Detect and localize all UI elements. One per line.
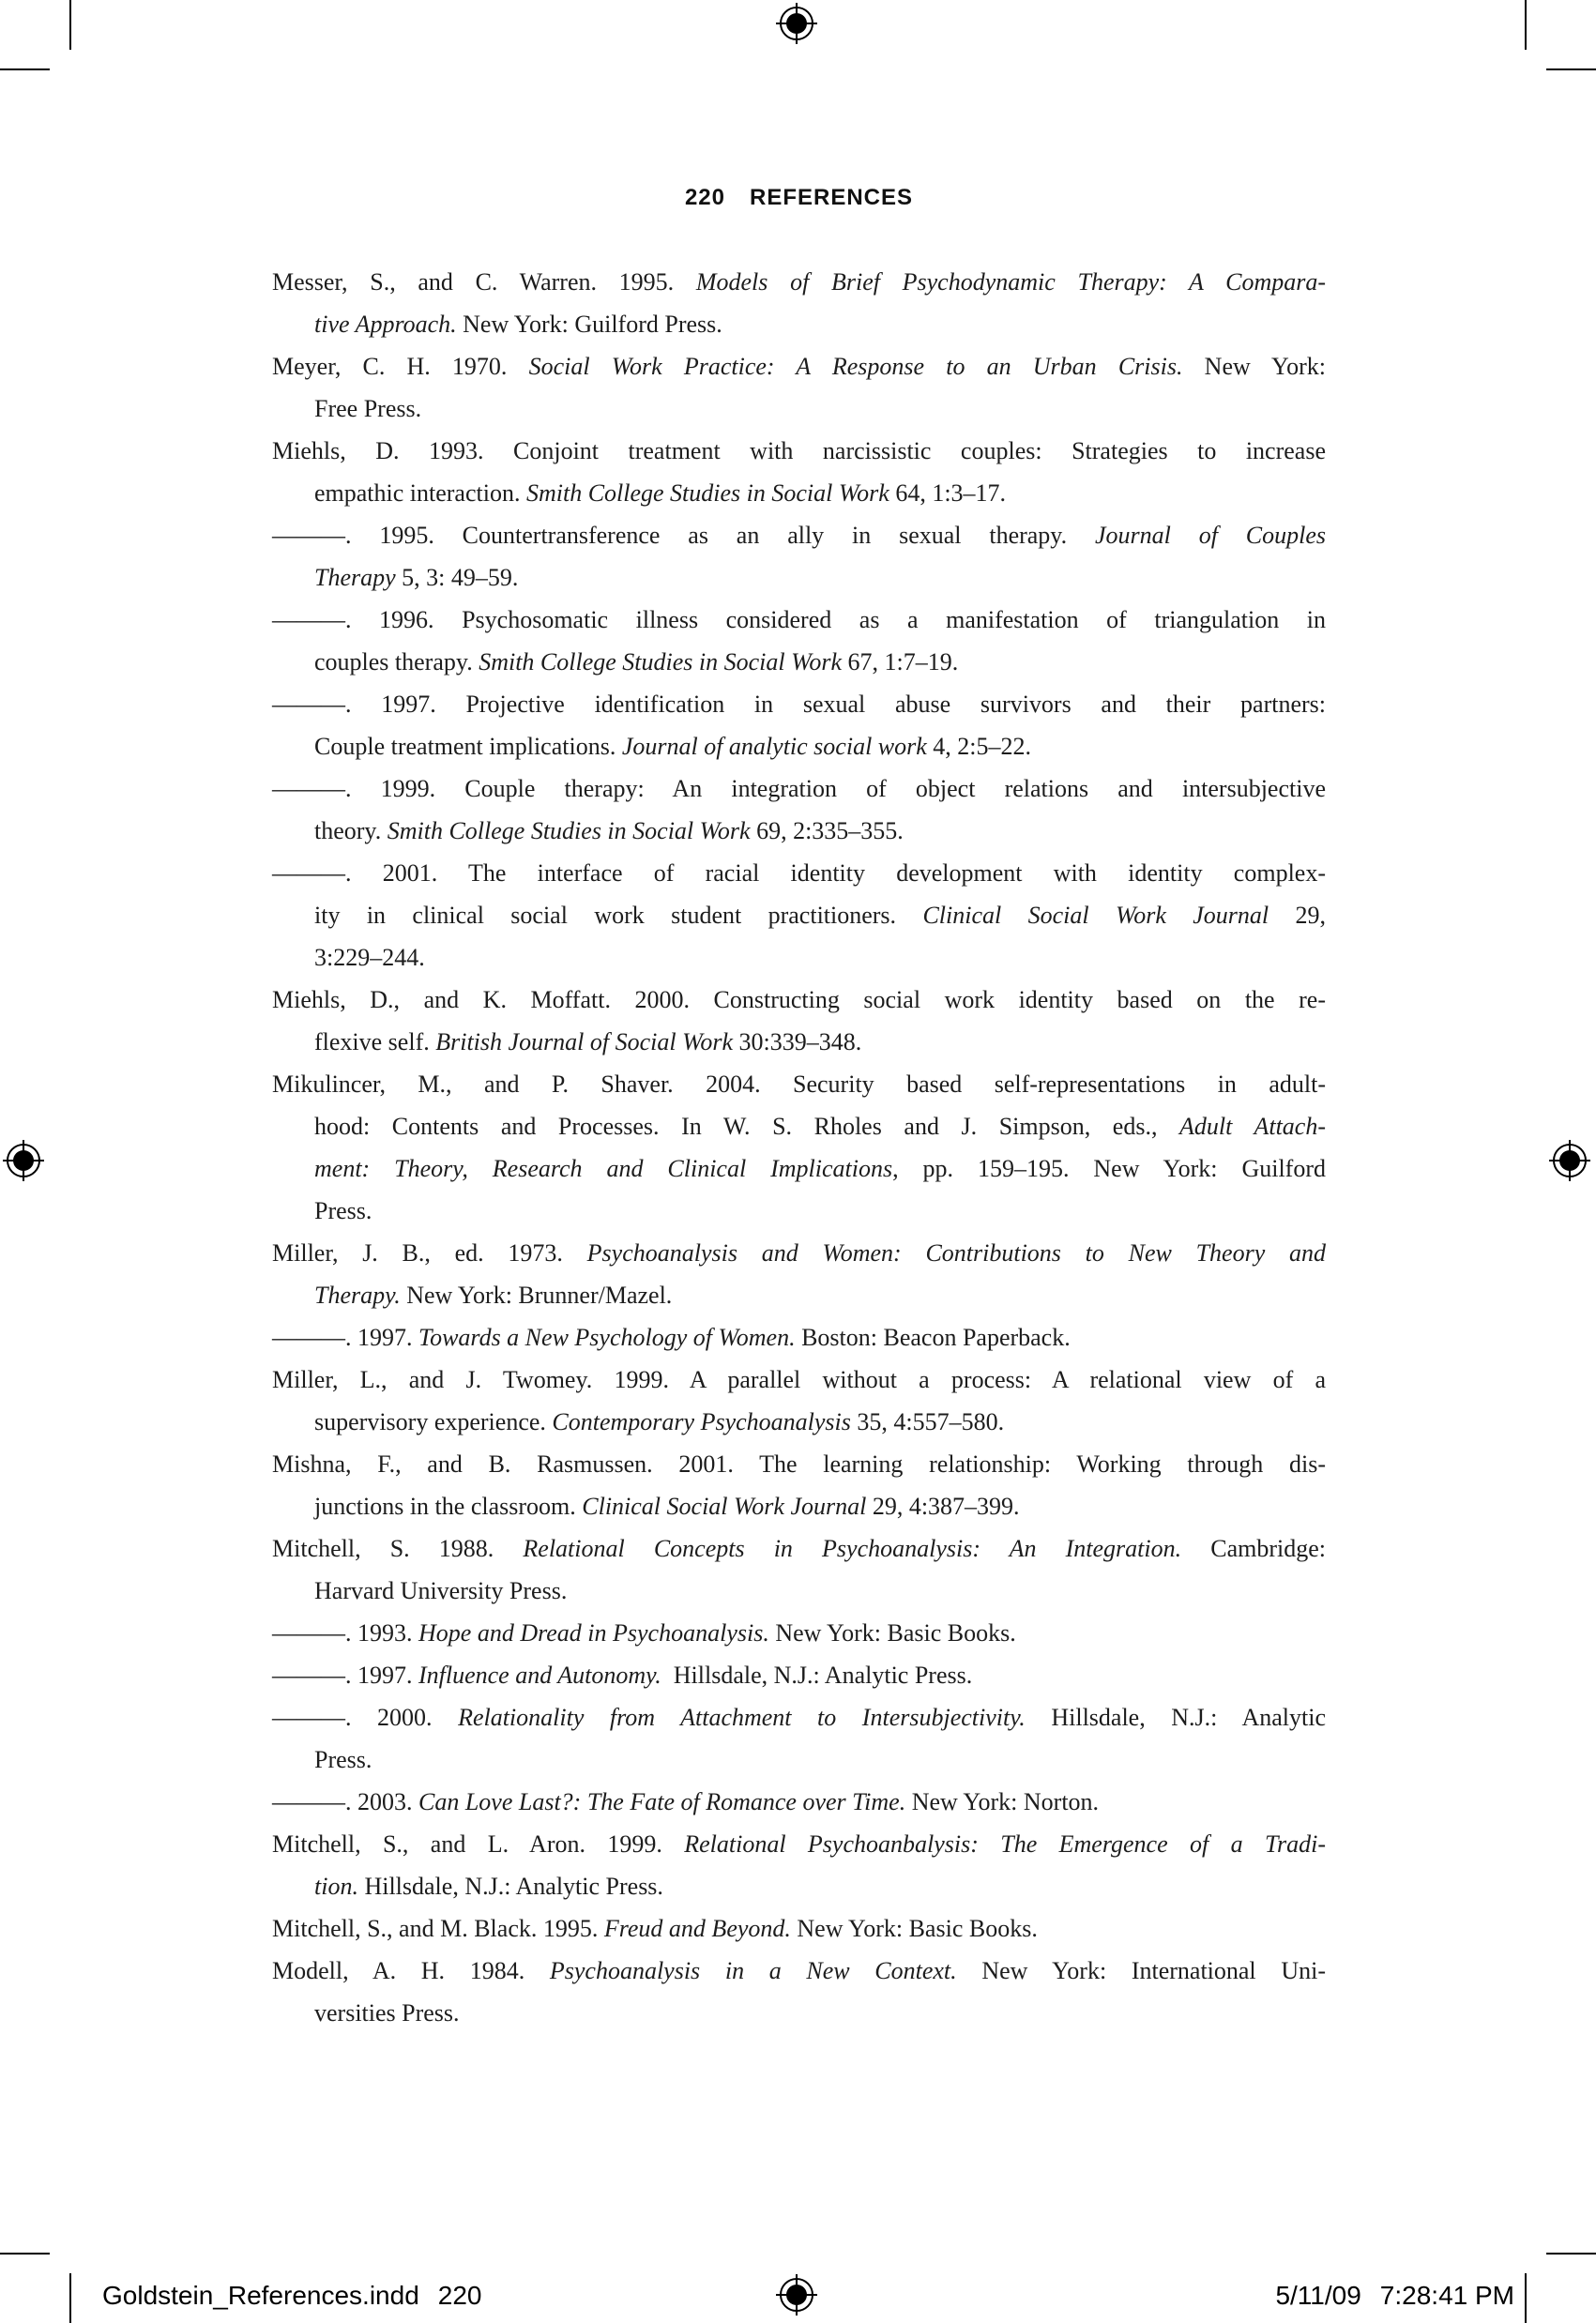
crop-mark-bottom-left-vertical	[69, 2273, 71, 2323]
reference-entry	[272, 1063, 1326, 1232]
page-number: 220	[684, 185, 725, 210]
registration-target-top-icon	[776, 3, 817, 44]
reference-line: ———. 2000. Relationality from Attachment to Intersubjectivity. Hillsdale, N.J.: Analytic	[272, 1704, 1326, 1731]
reference-entry	[272, 1781, 1326, 1823]
reference-line: ment: Theory, Research and Clinical Implications, pp. 159–195. New York: Guilford	[314, 1155, 1326, 1182]
reference-entry	[272, 1359, 1326, 1443]
reference-line: Mitchell, S., and L. Aron. 1999. Relational Psychoanbalysis: The Emergence of a Tradi-	[272, 1830, 1326, 1858]
reference-line: ———. 1993. Hope and Dread in Psychoanalysis. New York: Basic Books.	[272, 1619, 1016, 1647]
reference-entry	[272, 261, 1326, 345]
reference-line: Harvard University Press.	[314, 1577, 568, 1604]
footer-file-name: Goldstein_References.indd	[102, 2281, 419, 2310]
crop-mark-top-left-horizontal	[0, 68, 50, 70]
footer-file-page: 220	[437, 2281, 482, 2310]
reference-line: empathic interaction. Smith College Studies in Social Work 64, 1:3–17.	[314, 479, 1007, 507]
reference-line: Modell, A. H. 1984. Psychoanalysis in a New Context. New York: International Uni-	[272, 1957, 1326, 1984]
footer-file-slug	[102, 2281, 481, 2311]
reference-line: theory. Smith College Studies in Social Work 69, 2:335–355.	[314, 817, 904, 844]
reference-entry	[272, 1696, 1326, 1781]
reference-line: 3:229–244.	[314, 944, 425, 971]
registration-target-right-icon	[1549, 1140, 1590, 1181]
crop-mark-top-left-vertical	[69, 0, 71, 50]
reference-entry	[272, 1907, 1326, 1950]
reference-entry	[272, 767, 1326, 852]
reference-line: Free Press.	[314, 395, 422, 422]
reference-line: supervisory experience. Contemporary Psychoanalysis 35, 4:557–580.	[314, 1408, 1005, 1435]
reference-entry	[272, 1654, 1326, 1696]
reference-line: ———. 1996. Psychosomatic illness considered as a manifestation of triangulation in	[272, 606, 1326, 633]
reference-entry	[272, 979, 1326, 1063]
reference-line: Messer, S., and C. Warren. 1995. Models of Brief Psychodynamic Therapy: A Compara-	[272, 268, 1326, 296]
footer-date: 5/11/09	[1275, 2281, 1361, 2310]
reference-entry	[272, 1316, 1326, 1359]
reference-entry	[272, 1527, 1326, 1612]
reference-entry	[272, 1823, 1326, 1907]
reference-entry	[272, 1232, 1326, 1316]
reference-line: Miehls, D., and K. Moffatt. 2000. Constructing social work identity based on the re-	[272, 986, 1326, 1013]
reference-line: tion. Hillsdale, N.J.: Analytic Press.	[314, 1873, 663, 1900]
reference-line: ———. 2001. The interface of racial identity development with identity complex-	[272, 859, 1326, 887]
reference-line: flexive self. British Journal of Social Work 30:339–348.	[314, 1028, 862, 1055]
reference-line: Mishna, F., and B. Rasmussen. 2001. The learning relationship: Working through dis-	[272, 1450, 1326, 1478]
reference-entry	[272, 514, 1326, 599]
reference-line: Press.	[314, 1746, 372, 1773]
footer-time: 7:28:41 PM	[1379, 2281, 1514, 2310]
reference-line: ———. 1999. Couple therapy: An integration of object relations and intersubjective	[272, 775, 1326, 802]
reference-entry	[272, 599, 1326, 683]
registration-target-bottom-icon	[776, 2274, 817, 2315]
crop-mark-top-right-horizontal	[1546, 68, 1596, 70]
reference-line: Therapy 5, 3: 49–59.	[314, 564, 519, 591]
reference-line: couples therapy. Smith College Studies in Social Work 67, 1:7–19.	[314, 648, 959, 676]
crop-mark-bottom-right-horizontal	[1546, 2253, 1596, 2255]
reference-line: hood: Contents and Processes. In W. S. Rholes and J. Simpson, eds., Adult Attach-	[314, 1113, 1327, 1140]
reference-line: Couple treatment implications. Journal of analytic social work 4, 2:5–22.	[314, 733, 1032, 760]
running-head-title: REFERENCES	[750, 185, 914, 210]
reference-entry	[272, 430, 1326, 514]
reference-line: junctions in the classroom. Clinical Social Work Journal 29, 4:387–399.	[314, 1493, 1020, 1520]
reference-line: ———. 2003. Can Love Last?: The Fate of Romance over Time. New York: Norton.	[272, 1788, 1100, 1815]
reference-entry	[272, 1950, 1326, 2034]
reference-line: Mitchell, S., and M. Black. 1995. Freud and Beyond. New York: Basic Books.	[272, 1915, 1038, 1942]
running-head	[272, 184, 1326, 212]
reference-line: Therapy. New York: Brunner/Mazel.	[314, 1282, 673, 1309]
crop-mark-top-right-vertical	[1525, 0, 1527, 50]
reference-entry	[272, 1443, 1326, 1527]
reference-line: Mikulincer, M., and P. Shaver. 2004. Security based self-representations in adult-	[272, 1070, 1326, 1098]
reference-line: ity in clinical social work student practitioners. Clinical Social Work Journal 29,	[314, 902, 1327, 929]
reference-line: Miehls, D. 1993. Conjoint treatment with narcissistic couples: Strategies to increase	[272, 437, 1326, 464]
reference-line: versities Press.	[314, 1999, 460, 2027]
reference-line: tive Approach. New York: Guilford Press.	[314, 311, 722, 338]
reference-line: Press.	[314, 1197, 372, 1224]
reference-line: Mitchell, S. 1988. Relational Concepts in Psychoanalysis: An Integration. Cambridge:	[272, 1535, 1326, 1562]
crop-mark-bottom-right-vertical	[1525, 2273, 1527, 2323]
reference-entry	[272, 345, 1326, 430]
reference-entry	[272, 852, 1326, 979]
reference-line: Miller, J. B., ed. 1973. Psychoanalysis and Women: Contributions to New Theory and	[272, 1239, 1326, 1267]
reference-line: Meyer, C. H. 1970. Social Work Practice: A Response to an Urban Crisis. New York:	[272, 353, 1327, 380]
footer-timestamp-slug	[1275, 2281, 1514, 2311]
reference-line: ———. 1997. Influence and Autonomy. Hillsdale, N.J.: Analytic Press.	[272, 1662, 973, 1689]
crop-mark-bottom-left-horizontal	[0, 2253, 50, 2255]
reference-line: Miller, L., and J. Twomey. 1999. A parallel without a process: A relational view of a	[272, 1366, 1326, 1393]
reference-line: ———. 1995. Countertransference as an ally in sexual therapy. Journal of Couples	[272, 522, 1326, 549]
references-list	[272, 261, 1326, 2034]
reference-line: ———. 1997. Projective identification in sexual abuse survivors and their partners:	[272, 691, 1326, 718]
reference-entry	[272, 683, 1326, 767]
reference-line: ———. 1997. Towards a New Psychology of Women. Boston: Beacon Paperback.	[272, 1324, 1071, 1351]
registration-target-left-icon	[3, 1140, 44, 1181]
reference-entry	[272, 1612, 1326, 1654]
